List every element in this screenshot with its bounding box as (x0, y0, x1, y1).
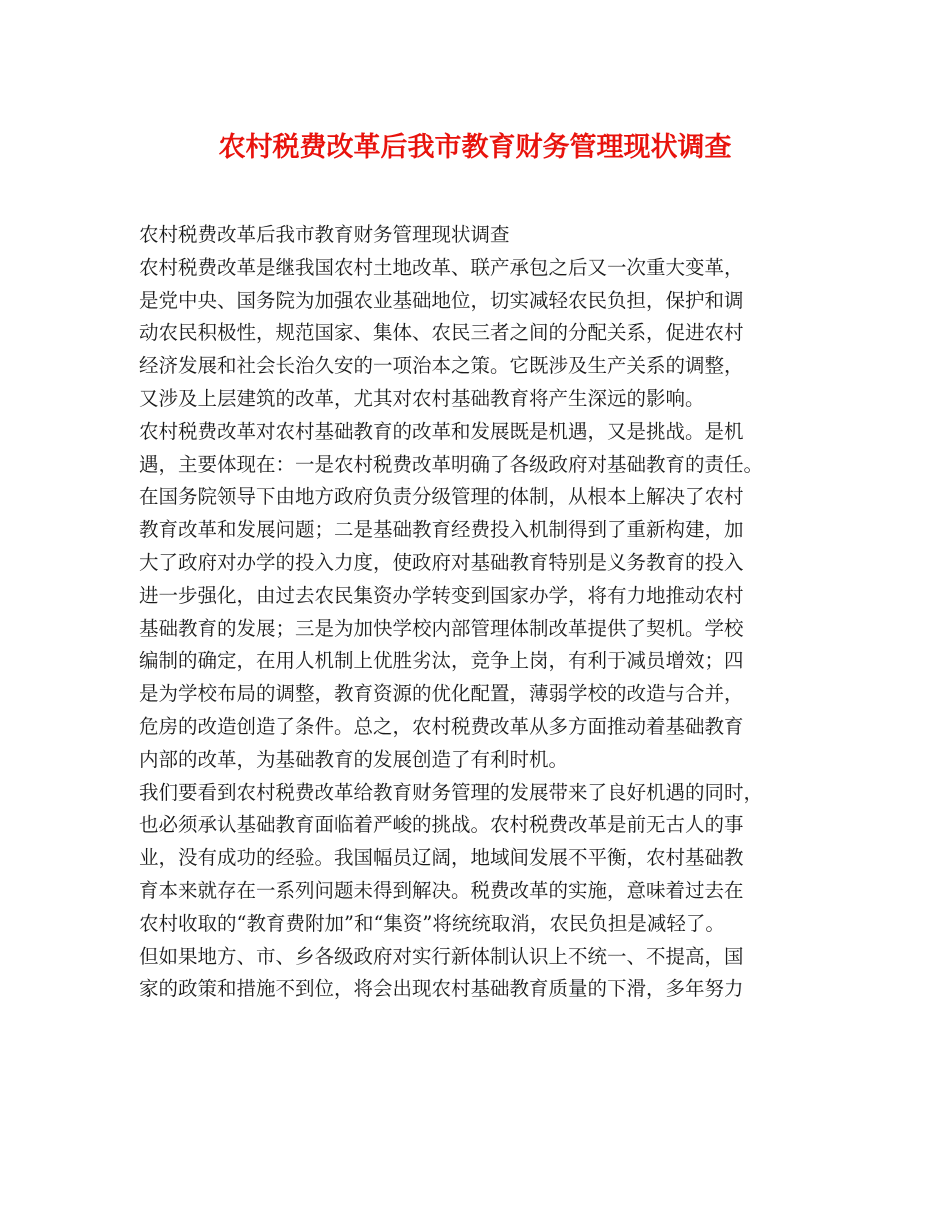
body-line: 农村税费改革对农村基础教育的改革和发展既是机遇，又是挑战。是机 (139, 419, 744, 443)
body-line: 危房的改造创造了条件。总之，农村税费改革从多方面推动着基础教育 (139, 714, 744, 738)
body-line: 是党中央、国务院为加强农业基础地位，切实减轻农民负担，保护和调 (139, 288, 744, 312)
body-line: 基础教育的发展；三是为加快学校内部管理体制改革提供了契机。学校 (139, 616, 744, 640)
body-line: 遇，主要体现在：一是农村税费改革明确了各级政府对基础教育的责任。 (139, 452, 764, 476)
body-line: 业，没有成功的经验。我国幅员辽阔，地域间发展不平衡，农村基础教 (139, 846, 744, 870)
body-line: 农村税费改革是继我国农村土地改革、联产承包之后又一次重大变革， (139, 255, 744, 279)
document-body (139, 219, 829, 1006)
body-line: 育本来就存在一系列问题未得到解决。税费改革的实施，意味着过去在 (139, 878, 744, 902)
body-line: 也必须承认基础教育面临着严峻的挑战。农村税费改革是前无古人的事 (139, 813, 744, 837)
body-line: 教育改革和发展问题；二是基础教育经费投入机制得到了重新构建，加 (139, 518, 744, 542)
body-line: 农村收取的“教育费附加”和“集资”将统统取消，农民负担是减轻了。 (139, 911, 725, 935)
body-line: 家的政策和措施不到位，将会出现农村基础教育质量的下滑，多年努力 (139, 977, 744, 1001)
body-line: 动农民积极性，规范国家、集体、农民三者之间的分配关系，促进农村 (139, 321, 744, 345)
body-line: 又涉及上层建筑的改革，尤其对农村基础教育将产生深远的影响。 (139, 386, 705, 410)
body-line: 编制的确定，在用人机制上优胜劣汰，竞争上岗，有利于减员增效；四 (139, 649, 744, 673)
body-line: 但如果地方、市、乡各级政府对实行新体制认识上不统一、不提高，国 (139, 944, 744, 968)
body-line: 经济发展和社会长治久安的一项治本之策。它既涉及生产关系的调整， (139, 354, 744, 378)
document-title: 农村税费改革后我市教育财务管理现状调查 (218, 132, 732, 163)
body-line: 农村税费改革后我市教育财务管理现状调查 (139, 223, 510, 246)
body-line: 在国务院领导下由地方政府负责分级管理的体制，从根本上解决了农村 (139, 485, 744, 509)
body-line: 内部的改革，为基础教育的发展创造了有利时机。 (139, 747, 569, 771)
body-line: 进一步强化，由过去农民集资办学转变到国家办学，将有力地推动农村 (139, 583, 744, 607)
body-line: 大了政府对办学的投入力度，使政府对基础教育特别是义务教育的投入 (139, 550, 744, 574)
body-line: 我们要看到农村税费改革给教育财务管理的发展带来了良好机遇的同时， (139, 780, 764, 804)
body-line: 是为学校布局的调整，教育资源的优化配置，薄弱学校的改造与合并， (139, 682, 744, 706)
